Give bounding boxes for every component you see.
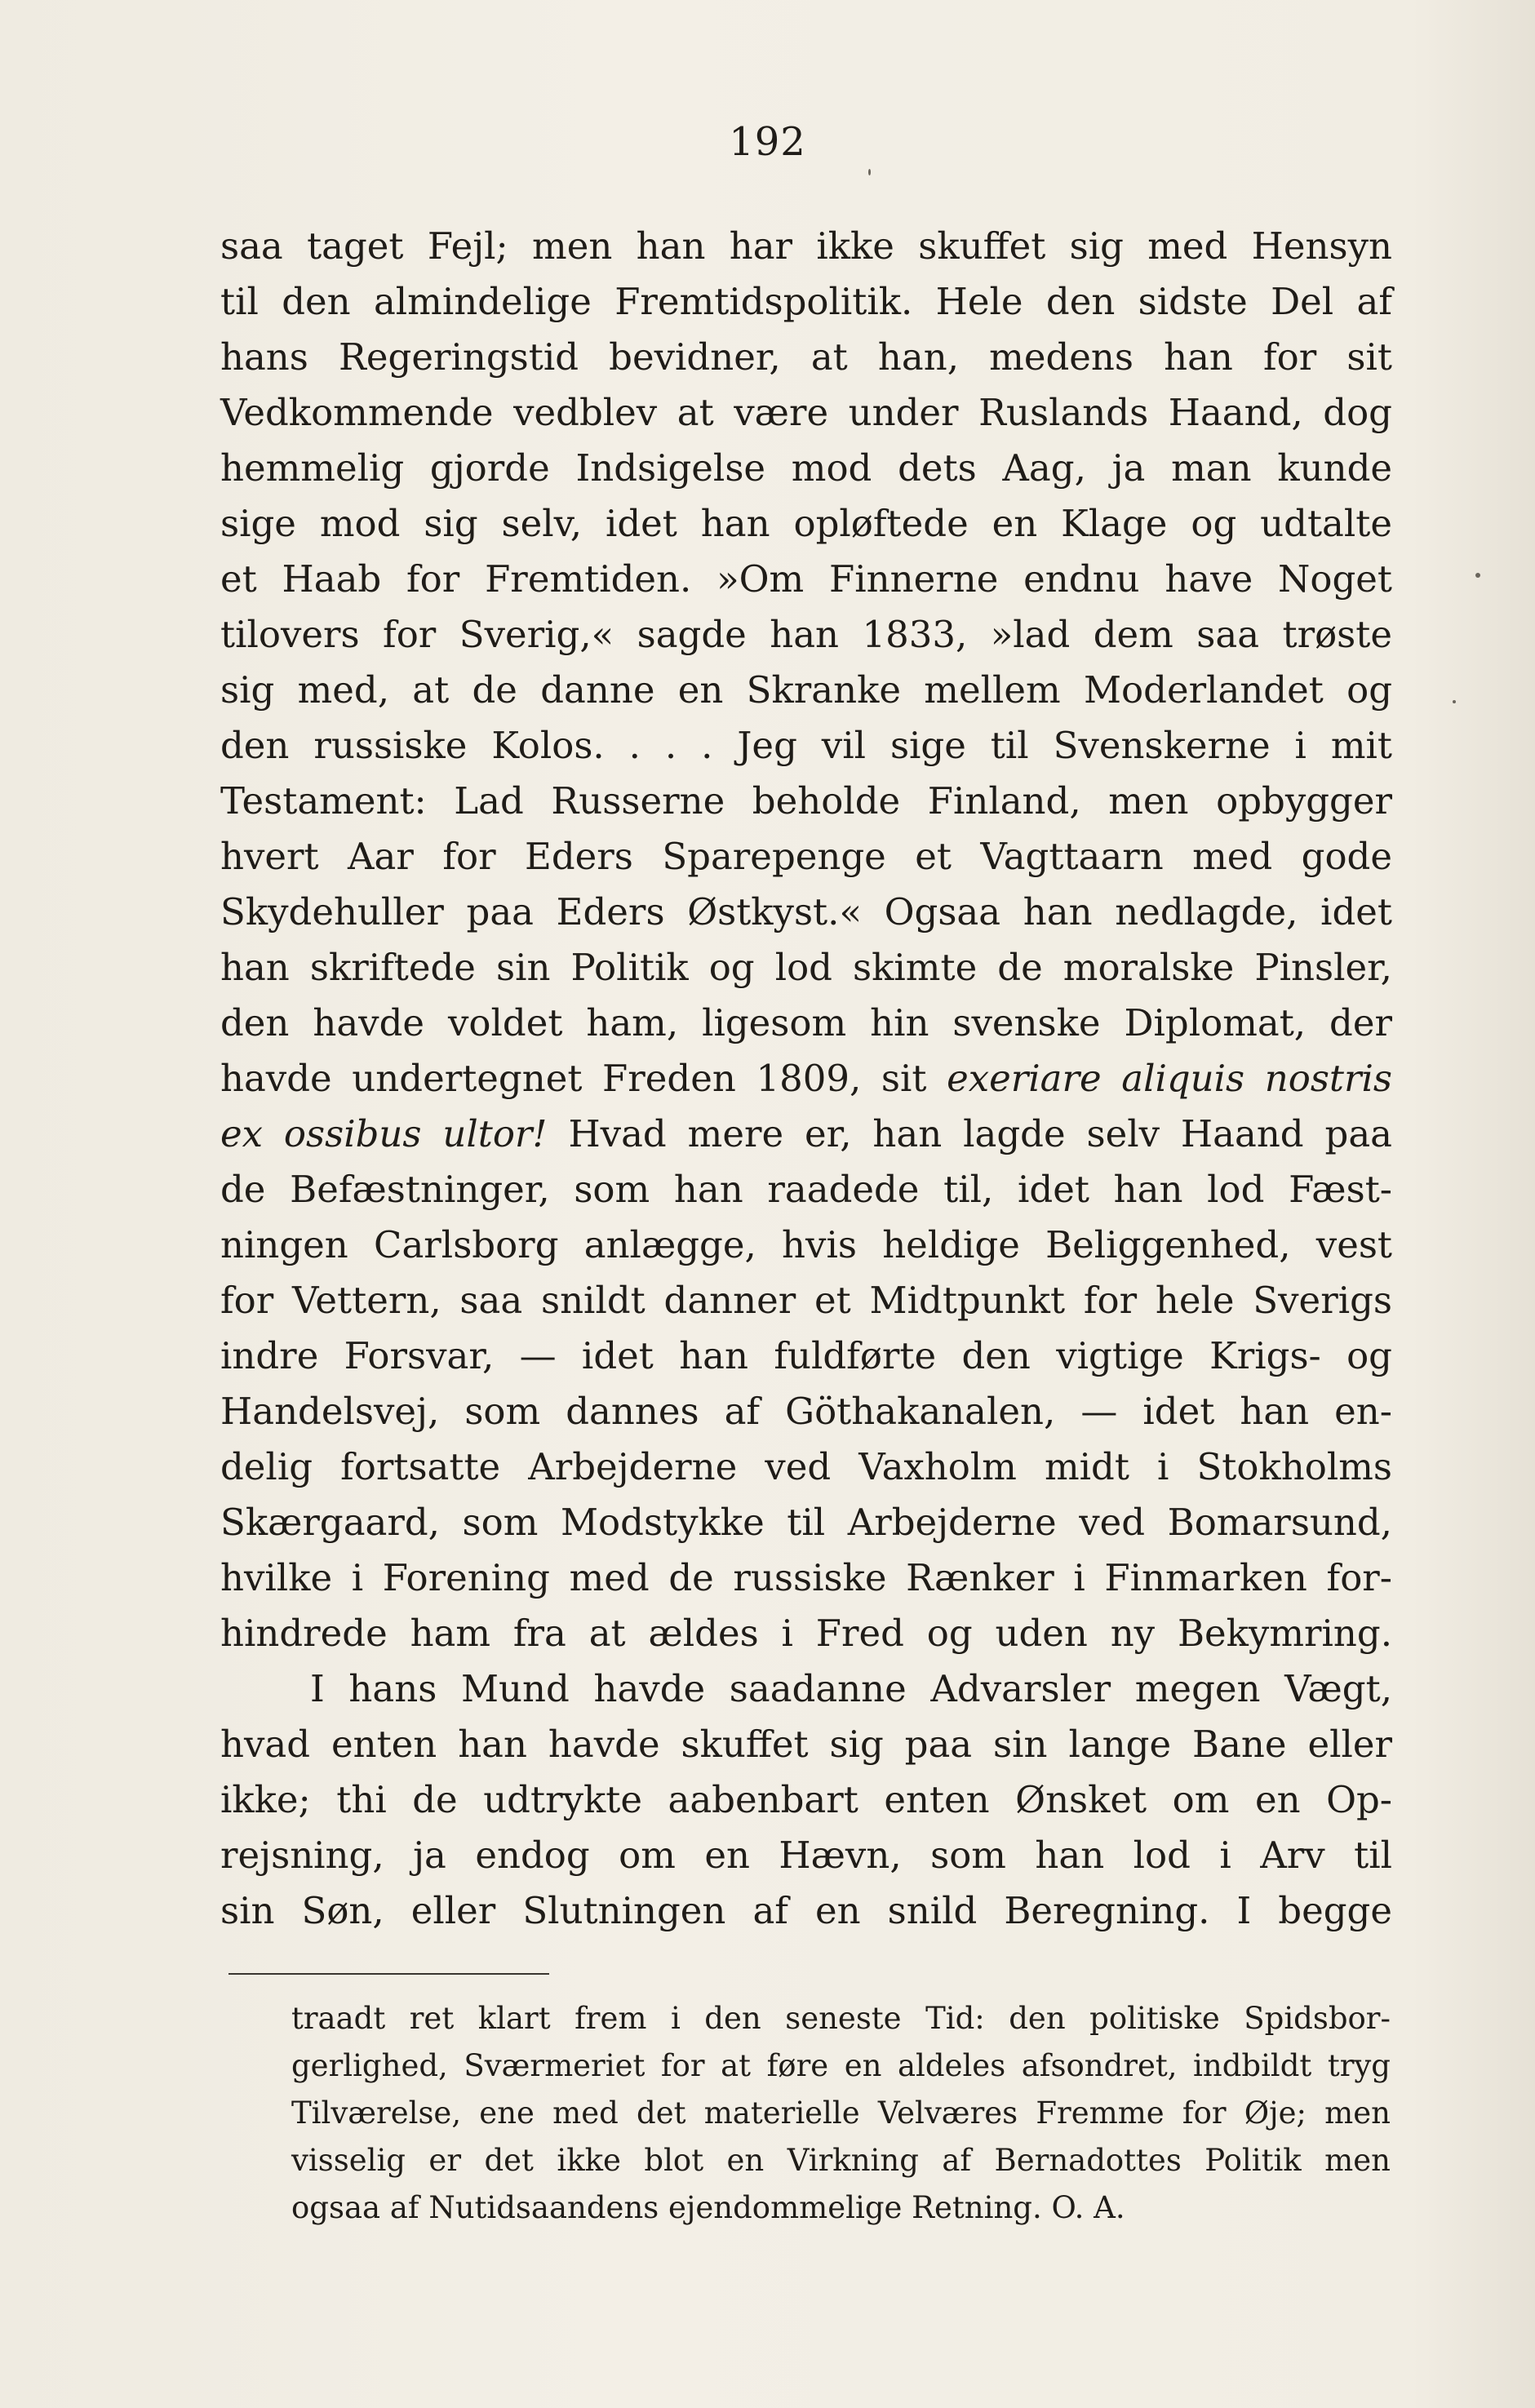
text-line: den russiske Kolos. . . . Jeg vil sige til Svenskerne i mit (220, 724, 1392, 767)
text-line: ningen Carlsborg anlægge, hvis heldige Beliggenhed, vest (220, 1223, 1392, 1266)
latin-quote: exeriare aliquis nostris (947, 1057, 1393, 1100)
text-line: Testament: Lad Russerne beholde Finland, men opbygger (220, 779, 1392, 823)
text-segment: Hvad mere er, han lagde selv Haand paa (547, 1112, 1392, 1155)
footnote (291, 1995, 1391, 2232)
latin-quote: ex ossibus ultor! (220, 1112, 548, 1155)
text-line: hvilke i Forening med de russiske Rænker i Finmarken for- (220, 1556, 1392, 1599)
text-line: Handelsvej, som dannes af Göthakanalen, — idet han en- (220, 1390, 1392, 1433)
page-number: 192 (729, 119, 806, 165)
text-line: hvert Aar for Eders Sparepenge et Vagttaarn med gode (220, 835, 1392, 878)
text-line: rejsning, ja endog om en Hævn, som han lod i Arv til (220, 1834, 1392, 1877)
text-line: hemmelig gjorde Indsigelse mod dets Aag, ja man kunde (220, 446, 1392, 490)
text-line-mixed (220, 1106, 1392, 1162)
text-line: Skydehuller paa Eders Østkyst.« Ogsaa han nedlagde, idet (220, 890, 1392, 933)
footnote-rule (228, 1973, 549, 1975)
text-line: saa taget Fejl; men han har ikke skuffet sig med Hensyn (220, 224, 1392, 268)
footnote-line: traadt ret klart frem i den seneste Tid: den politiske Spidsbor- (291, 2001, 1391, 2036)
text-line: Vedkommende vedblev at være under Ruslands Haand, dog (220, 391, 1392, 434)
body-text (220, 219, 1392, 1939)
text-line: ikke; thi de udtrykte aabenbart enten Ønsket om en Op- (220, 1778, 1392, 1821)
text-line: I hans Mund havde saadanne Advarsler megen Vægt, (310, 1667, 1392, 1710)
text-line: tilovers for Sverig,« sagde han 1833, »lad dem saa trøste (220, 613, 1392, 656)
footnote-line: ogsaa af Nutidsaandens ejendommelige Retning. O. A. (291, 2190, 1125, 2225)
ink-speck (1475, 573, 1480, 578)
text-line: for Vettern, saa snildt danner et Midtpunkt for hele Sverigs (220, 1279, 1392, 1322)
text-line: hvad enten han havde skuffet sig paa sin lange Bane eller (220, 1723, 1392, 1766)
ink-speck (868, 169, 871, 175)
footnote-line: Tilværelse, ene med det materielle Velværes Fremme for Øje; men (291, 2095, 1391, 2131)
text-line: de Befæstninger, som han raadede til, idet han lod Fæst- (220, 1168, 1392, 1211)
text-line: han skriftede sin Politik og lod skimte de moralske Pinsler, (220, 946, 1392, 989)
text-line: sin Søn, eller Slutningen af en snild Beregning. I begge (220, 1889, 1392, 1932)
ink-speck (1453, 700, 1456, 703)
text-line: den havde voldet ham, ligesom hin svenske Diplomat, der (220, 1001, 1392, 1044)
text-line: sige mod sig selv, idet han opløftede en Klage og udtalte (220, 502, 1392, 545)
text-line: sig med, at de danne en Skranke mellem Moderlandet og (220, 668, 1392, 712)
text-line: hindrede ham fra at ældes i Fred og uden ny Bekymring. (220, 1612, 1392, 1655)
text-segment: havde undertegnet Freden 1809, sit (220, 1057, 947, 1100)
footnote-line: visselig er det ikke blot en Virkning af Bernadottes Politik men (291, 2143, 1391, 2178)
text-line: hans Regeringstid bevidner, at han, medens han for sit (220, 335, 1392, 379)
text-line: delig fortsatte Arbejderne ved Vaxholm midt i Stokholms (220, 1445, 1392, 1488)
text-line: et Haab for Fremtiden. »Om Finnerne endnu have Noget (220, 557, 1392, 601)
footnote-line: gerlighed, Sværmeriet for at føre en aldeles afsondret, indbildt tryg (291, 2048, 1391, 2083)
text-line: Skærgaard, som Modstykke til Arbejderne ved Bomarsund, (220, 1501, 1392, 1544)
text-line: indre Forsvar, — idet han fuldførte den vigtige Krigs- og (220, 1334, 1392, 1377)
text-line: til den almindelige Fremtidspolitik. Hele den sidste Del af (220, 280, 1392, 323)
text-line-mixed (220, 1051, 1392, 1106)
